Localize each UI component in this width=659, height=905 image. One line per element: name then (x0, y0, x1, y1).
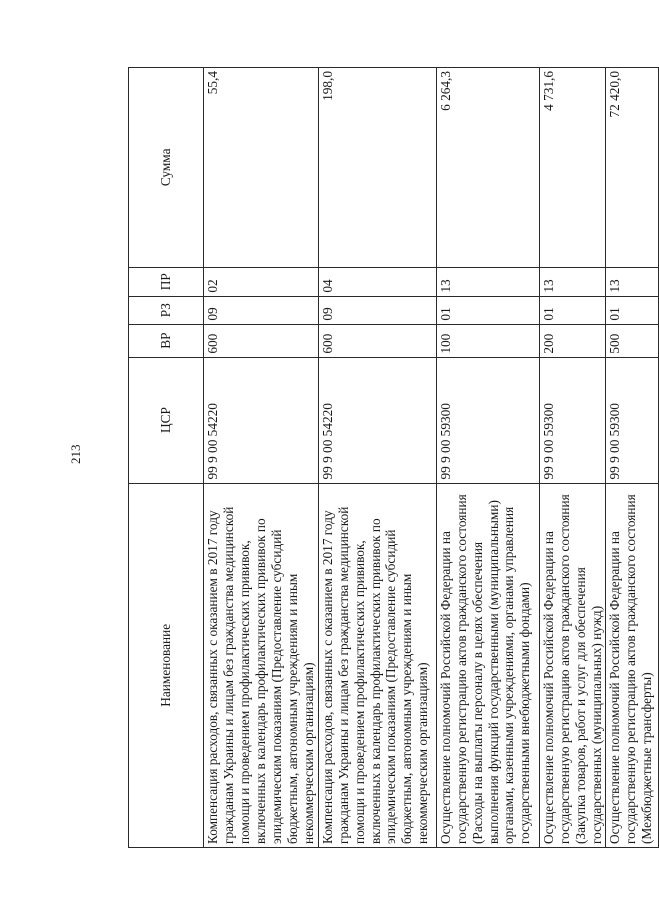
table-row (318, 68, 436, 848)
table-header-row (129, 68, 204, 848)
cell-name: Осуществление полномочий Российской Федерации на государственную регистрацию актов гражданского состояния (Расходы на выплаты персоналу в целях обеспечения выполнения функций государственными (муниципальными) органами, казенными учреждениями, органами управления государственными внебюджетными фондами) (436, 483, 539, 847)
cell-rz: 09 (204, 296, 319, 324)
budget-table (128, 67, 659, 848)
cell-sum: 55,4 (204, 68, 319, 268)
cell-csr: 99 9 00 54220 (318, 357, 436, 483)
header-name: Наименование (129, 483, 204, 847)
cell-pr: 13 (539, 267, 606, 296)
cell-sum: 198,0 (318, 68, 436, 268)
header-csr: ЦСР (129, 357, 204, 483)
cell-rz: 09 (318, 296, 436, 324)
cell-vr: 600 (204, 324, 319, 357)
cell-csr: 99 9 00 59300 (539, 357, 606, 483)
table-row (204, 68, 319, 848)
cell-pr: 13 (606, 267, 659, 296)
header-pr: ПР (129, 267, 204, 296)
cell-vr: 600 (318, 324, 436, 357)
table-row (606, 68, 659, 848)
rotated-table-area (93, 67, 655, 905)
cell-sum: 72 420,0 (606, 68, 659, 268)
header-vr: ВР (129, 324, 204, 357)
cell-pr: 04 (318, 267, 436, 296)
cell-pr: 13 (436, 267, 539, 296)
cell-csr: 99 9 00 59300 (436, 357, 539, 483)
page-number: 213 (68, 444, 83, 464)
cell-sum: 4 731,6 (539, 68, 606, 268)
cell-csr: 99 9 00 59300 (606, 357, 659, 483)
cell-csr: 99 9 00 54220 (204, 357, 319, 483)
cell-vr: 200 (539, 324, 606, 357)
cell-name: Компенсация расходов, связанных с оказанием в 2017 году гражданам Украины и лицам без гражданства медицинской помощи и проведением профилактических прививок, включенных в календарь профилактических прививок по эпидемическим показаниям (Предоставление субсидий бюджетным, автономным учреждениям и иным некоммерческим организациям) (204, 483, 319, 847)
cell-name: Компенсация расходов, связанных с оказанием в 2017 году гражданам Украины и лицам без гражданства медицинской помощи и проведением профилактических прививок, включенных в календарь профилактических прививок по эпидемическим показаниям (Предоставление субсидий бюджетным, автономным учреждениям и иным некоммерческим организациям) (318, 483, 436, 847)
cell-rz: 01 (436, 296, 539, 324)
table-row (539, 68, 606, 848)
header-rz: РЗ (129, 296, 204, 324)
header-sum: Сумма (129, 68, 204, 268)
cell-rz: 01 (606, 296, 659, 324)
cell-rz: 01 (539, 296, 606, 324)
cell-pr: 02 (204, 267, 319, 296)
cell-sum: 6 264,3 (436, 68, 539, 268)
cell-vr: 100 (436, 324, 539, 357)
cell-name: Осуществление полномочий Российской Федерации на государственную регистрацию актов гражданского состояния (Межбюджетные трансферты) (606, 483, 659, 847)
table-row (436, 68, 539, 848)
cell-name: Осуществление полномочий Российской Федерации на государственную регистрацию актов гражданского состояния (Закупка товаров, работ и услуг для обеспечения государственных (муниципальных) нужд) (539, 483, 606, 847)
cell-vr: 500 (606, 324, 659, 357)
